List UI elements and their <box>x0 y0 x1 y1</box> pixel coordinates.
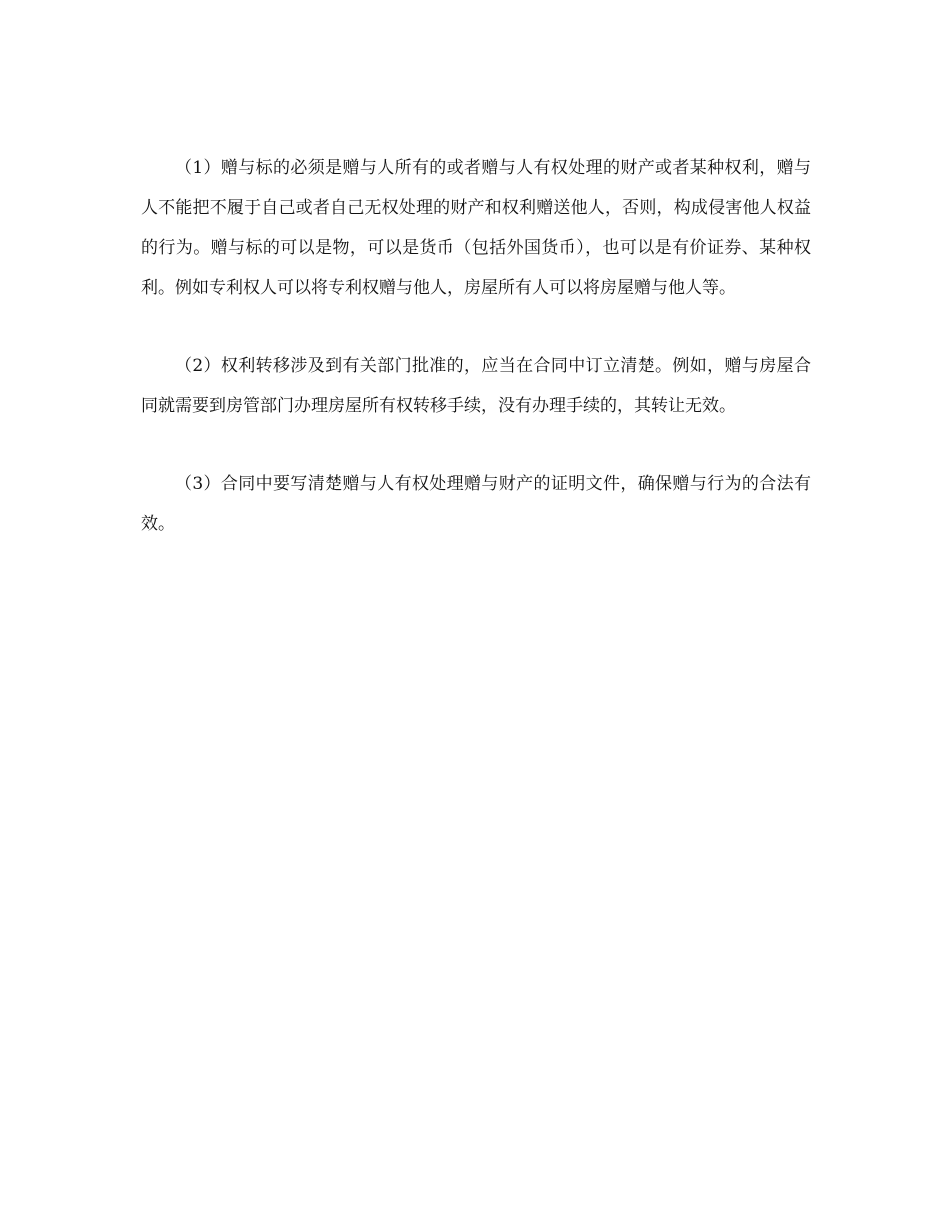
paragraph-spacer <box>141 308 811 346</box>
document-body <box>141 148 811 544</box>
paragraph-spacer <box>141 426 811 464</box>
paragraph-3: （3）合同中要写清楚赠与人有权处理赠与财产的证明文件，确保赠与行为的合法有效。 <box>141 474 811 534</box>
paragraph-2: （2）权利转移涉及到有关部门批准的，应当在合同中订立清楚。例如，赠与房屋合同就需要到房管部门办理房屋所有权转移手续，没有办理手续的，其转让无效。 <box>141 356 811 416</box>
paragraph-1: （1）赠与标的必须是赠与人所有的或者赠与人有权处理的财产或者某种权利，赠与人不能把不履于自己或者自己无权处理的财产和权利赠送他人，否则，构成侵害他人权益的行为。赠与标的可以是物，可以是货币（包括外国货币），也可以是有价证券、某种权利。例如专利权人可以将专利权赠与他人，房屋所有人可以将房屋赠与他人等。 <box>141 158 811 298</box>
